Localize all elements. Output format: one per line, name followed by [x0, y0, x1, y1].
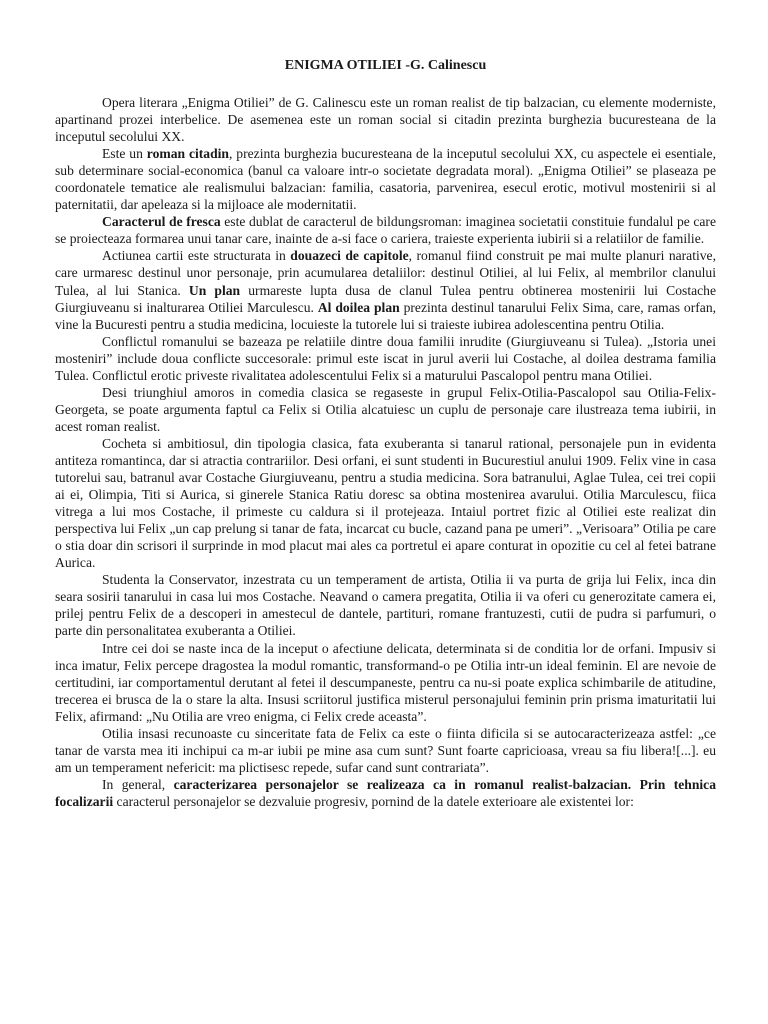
paragraph: [55, 213, 716, 247]
bold-text: Un plan: [188, 282, 241, 298]
text-run: Studenta la Conservator, inzestrata cu un temperament de artista, Otilia ii va purta de grija lui Felix, inca din seara sosirii tanarului in casa lui mos Costache. Neavand o camera pregatita, Otilia ii va oferi cu generozitate camera ei, prilej pentru Felix de a descoperi in amestecul de dantele, partituri, romane frantuzesti, cutii de pudra si parfumuri, o parte din personalitatea exuberanta a Otiliei.: [55, 572, 716, 639]
paragraph: [55, 145, 716, 213]
paragraph: [55, 776, 716, 810]
paragraph: [55, 247, 716, 332]
text-run: este dublat de caracterul de bildungsroman: imaginea societatii constituie fundalul pe care se proiecteaza formarea unui tanar care, inainte de a-si face o cariera, traieste experienta iubirii si a relatiilor de familie.: [55, 214, 716, 247]
text-run: caracterul personajelor se dezvaluie progresiv, pornind de la datele exterioare ale existentei lor:: [113, 793, 634, 809]
paragraph: [55, 640, 716, 725]
bold-text: caracterizarea personajelor se realizeaza ca in romanul realist-balzacian. Prin tehnica focalizarii: [55, 776, 716, 809]
text-run: Opera literara „Enigma Otiliei” de G. Calinescu este un roman realist de tip balzacian, cu elemente moderniste, apartinand prozei interbelice. De asemenea este un roman social si citadin prezinta burghezia bucuresteana de la inceputul secolului XX.: [55, 95, 716, 145]
paragraph: [55, 333, 716, 384]
text-run: , prezinta burghezia bucuresteana de la inceputul secolului XX, cu aspectele ei esentiale, sub determinare social-economica (banul ca valoare intr-o societate degradata moral). „Enigma Otiliei” se plaseaza pe coordonatele tematice ale realismului balzacian: familia, casatoria, parvenirea, esecul erotic, motivul mostenirii si al paternitatii, dar apeleaza si la mijloace ale modernitatii.: [55, 146, 716, 213]
text-run: Este un: [102, 146, 147, 162]
text-run: Intre cei doi se naste inca de la inceput o afectiune delicata, determinata si de conditia lor de orfani. Impusiv si inca imatur, Felix percepe dragostea la modul romantic, transformand-o pe Otilia intr-un ideal feminin. El are nevoie de certitudini, iar comportamentul derutant al fetei il descumpaneste, pentru ca nu-si poate explica schimbarile de atitudine, trecerea ei brusca de la o stare la alta. Insusi scriitorul justifica misterul personajului feminin prin prisma imaturitatii lui Felix, afirmand: „Nu Otilia are vreo enigma, ci Felix crede aceasta”.: [55, 640, 716, 724]
text-run: prezinta destinul tanarului Felix Sima, care, ramas orfan, vine la Bucuresti pentru a studia medicina, locuieste la tutorele lui si traieste iubirea adolescentina pentru Otilia.: [55, 299, 717, 332]
paragraph: [55, 94, 716, 145]
text-run: Conflictul romanului se bazeaza pe relatiile dintre doua familii inrudite (Giurgiuveanu si Tulea). „Istoria unei mosteniri” include doua conflicte succesorale: primul este iscat in jurul averii lui Costache, al doilea destrama familia Tulea. Conflictul erotic priveste rivalitatea adolescentului Felix si a maturului Pascalopol pentru mana Otiliei.: [55, 333, 716, 383]
bold-text: Al doilea plan: [317, 299, 400, 315]
text-run: urmareste lupta dusa de clanul Tulea pentru obtinerea mostenirii lui Costache Giurgiuveanu si inalturarea Otiliei Marculescu.: [55, 282, 716, 315]
text-run: Desi triunghiul amoros in comedia clasica se regaseste in grupul Felix-Otilia-Pascalopol sau Otilia-Felix-Georgeta, se poate argumenta faptul ca Felix si Otilia alcatuiesc un cuplu de personaje care ilustreaza tema iubirii, in acest roman realist.: [55, 384, 716, 434]
document-body: [55, 57, 716, 810]
text-run: Actiunea cartii este structurata in: [102, 248, 291, 264]
paragraph-list: [55, 94, 716, 810]
document-title: ENIGMA OTILIEI -G. Calinescu: [284, 58, 487, 73]
paragraph: [55, 384, 716, 435]
paragraph: [55, 435, 716, 571]
paragraph: [55, 571, 716, 639]
bold-text: roman citadin: [146, 146, 229, 162]
text-run: In general,: [102, 776, 174, 792]
text-run: Otilia insasi recunoaste cu sinceritate fata de Felix ca este o fiinta dificila si se autocaracterizeaza astfel: „ce tanar de varsta mea iti inchipui ca m-ar iubii pe mine asa cum sunt? Sunt foarte capricioasa, vreau sa fiu libera![...]. eu am un temperament nefericit: ma plictisesc repede, sufar cand sunt contrariata”.: [55, 725, 716, 775]
text-run: , romanul fiind construit pe mai multe planuri narative, care urmaresc destinul unor personaje, prin acumularea detaliilor: destinul Otiliei, al lui Felix, al membrilor clanului Tulea, al lui Stanica.: [55, 248, 716, 298]
paragraph: [55, 725, 716, 776]
bold-text: douazeci de capitole: [290, 248, 409, 264]
bold-text: Caracterul de fresca: [102, 214, 221, 230]
text-run: Cocheta si ambitiosul, din tipologia clasica, fata exuberanta si tanarul rational, personajele pun in evidenta antiteza romantinca, dar si atractia contrariilor. Desi orfani, ei sunt studenti in Bucurestiul anului 1909. Felix vine in casa tutorelui sau, batranul avar Costache Giurgiuveanu, pentru a studia medicina. Sora batranului, Aglae Tulea, cei trei copii ai ei, Olimpia, Titi si Aurica, si ginerele Stanica Ratiu doresc sa obtina mostenirea avarului. Otilia Marculescu, fiica vitrega a lui mos Costache, il primeste cu caldura si il protejeaza. Intaiul portret fizic al Otiliei este realizat din perspectiva lui Felix „un cap prelung si tanar de fata, incarcat cu bucle, cazand pana pe umeri”. „Verisoara” Otilia pe care o stia doar din scrisori il surprinde in mod placut mai ales ca portretul ei apare conturat in opozitie cu cel al fetei batrane Aurica.: [55, 435, 716, 571]
